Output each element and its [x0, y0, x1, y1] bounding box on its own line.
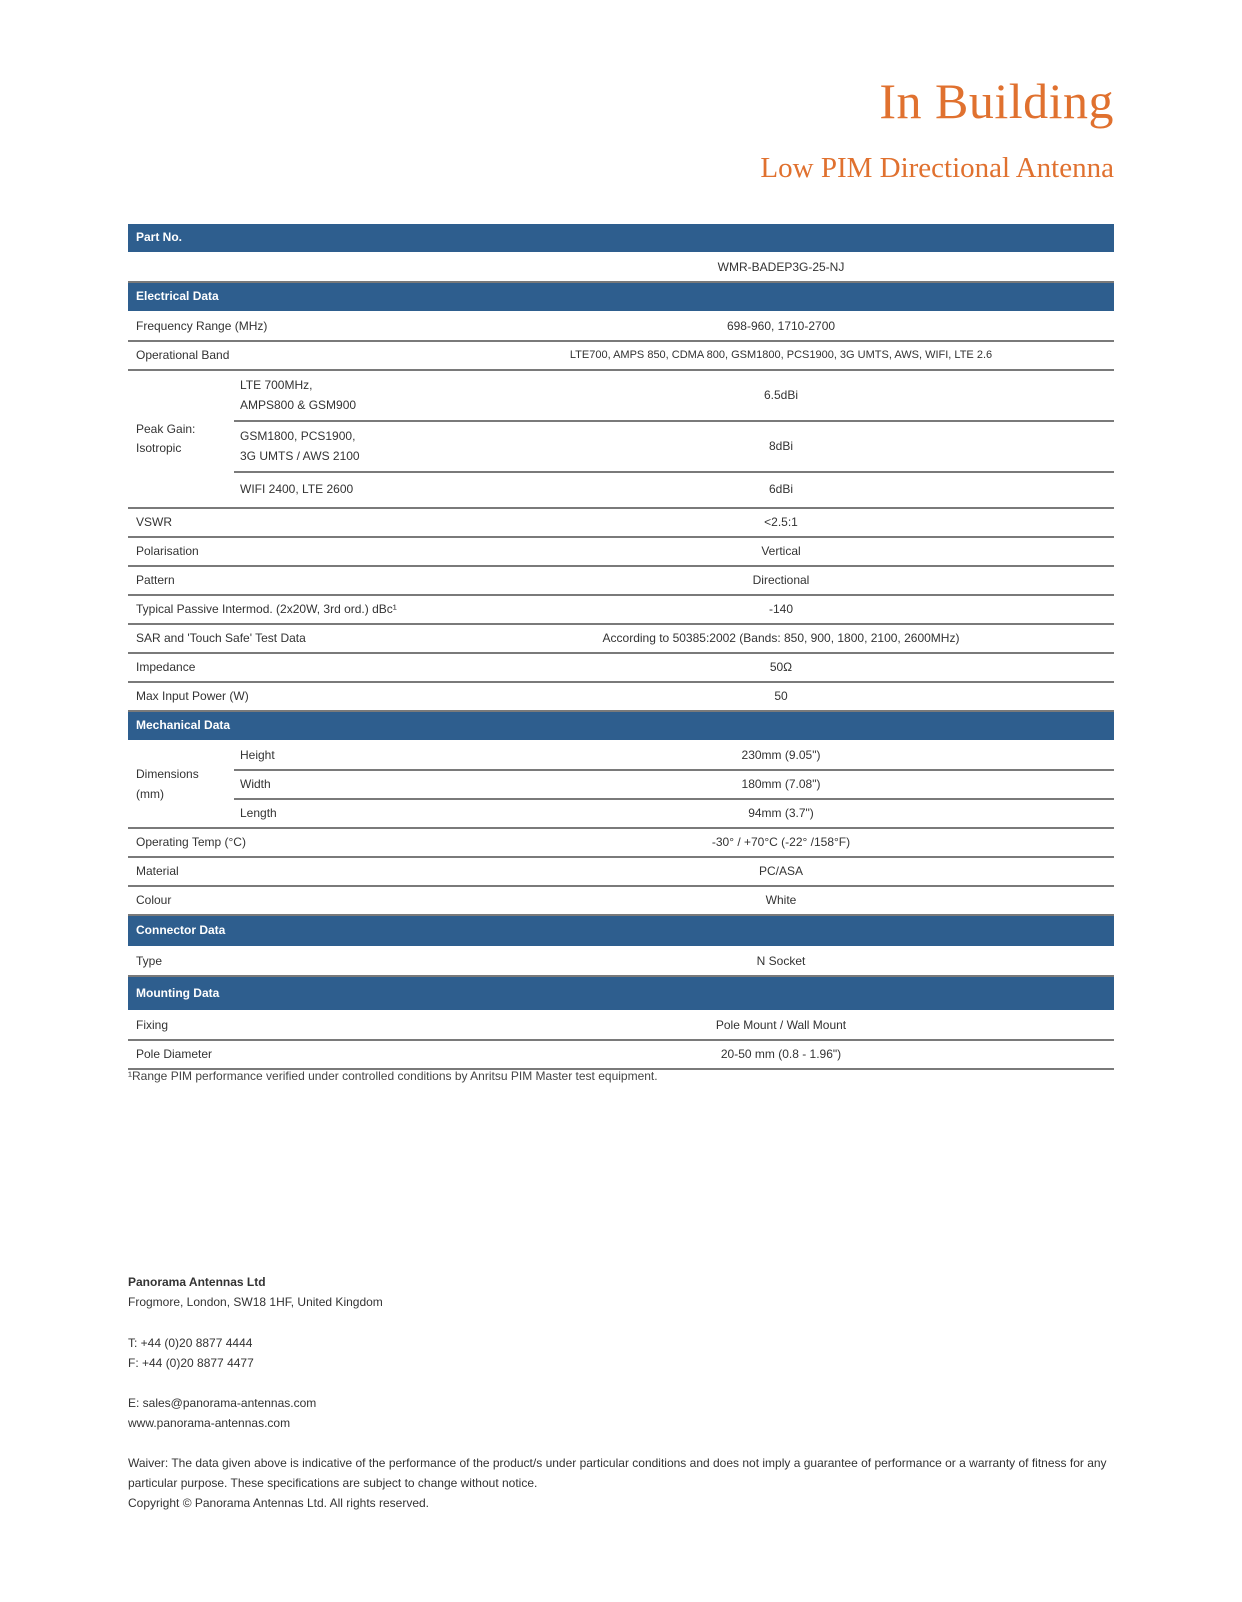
table-row: [128, 566, 1114, 595]
row-value: 698-960, 1710-2700: [448, 312, 1114, 341]
row-value: 94mm (3.7"): [448, 799, 1114, 828]
row-label: Frequency Range (MHz): [128, 312, 448, 341]
table-row: [128, 682, 1114, 711]
company-address: Frogmore, London, SW18 1HF, United Kingdom: [128, 1295, 383, 1309]
table-row: [128, 472, 1114, 508]
row-value: 50Ω: [448, 653, 1114, 682]
section-header-mechanical: [128, 711, 1114, 741]
row-value: Vertical: [448, 537, 1114, 566]
row-label: Colour: [128, 886, 448, 915]
section-header-mounting: [128, 976, 1114, 1011]
row-label: Fixing: [128, 1011, 448, 1040]
section-header-electrical: [128, 282, 1114, 312]
footnote: ¹Range PIM performance verified under controlled conditions by Anritsu PIM Master test equipment.: [128, 1069, 658, 1083]
table-row: [128, 770, 1114, 799]
row-value: Directional: [448, 566, 1114, 595]
table-row: [128, 508, 1114, 537]
table-row: [128, 857, 1114, 886]
spec-table: [128, 224, 1114, 1070]
dimension-label: Width: [234, 770, 448, 799]
table-row: [128, 828, 1114, 857]
phone: T: +44 (0)20 8877 4444: [128, 1336, 253, 1350]
copyright: Copyright © Panorama Antennas Ltd. All rights reserved.: [128, 1496, 430, 1510]
row-value: LTE700, AMPS 850, CDMA 800, GSM1800, PCS1900, 3G UMTS, AWS, WIFI, LTE 2.6: [448, 341, 1114, 370]
row-value: Pole Mount / Wall Mount: [448, 1011, 1114, 1040]
row-value: 50: [448, 682, 1114, 711]
row-value: 6dBi: [448, 472, 1114, 508]
table-row: [128, 421, 1114, 472]
section-title: Mechanical Data: [128, 711, 1114, 741]
row-value: 6.5dBi: [448, 370, 1114, 421]
table-row: [128, 253, 1114, 282]
section-title: Mounting Data: [128, 976, 1114, 1011]
page-subtitle: Low PIM Directional Antenna: [760, 152, 1114, 184]
table-row: [128, 799, 1114, 828]
table-row: [128, 1011, 1114, 1040]
row-label: Polarisation: [128, 537, 448, 566]
row-label: Pole Diameter: [128, 1040, 448, 1069]
page-title: In Building: [879, 73, 1114, 129]
row-value: White: [448, 886, 1114, 915]
row-label: Operating Temp (°C): [128, 828, 448, 857]
part-number: WMR-BADEP3G-25-NJ: [448, 253, 1114, 282]
row-value: 230mm (9.05"): [448, 741, 1114, 770]
gain-band-label: LTE 700MHz, AMPS800 & GSM900: [234, 370, 448, 421]
row-value: -30° / +70°C (-22° /158°F): [448, 828, 1114, 857]
fax: F: +44 (0)20 8877 4477: [128, 1356, 254, 1370]
gain-band-label: GSM1800, PCS1900, 3G UMTS / AWS 2100: [234, 421, 448, 472]
web-info: [128, 1393, 316, 1433]
waiver: [128, 1453, 1118, 1513]
row-value: -140: [448, 595, 1114, 624]
section-header-connector: [128, 915, 1114, 947]
row-value: N Socket: [448, 947, 1114, 976]
row-label: Pattern: [128, 566, 448, 595]
table-row: [128, 624, 1114, 653]
row-value: 20-50 mm (0.8 - 1.96"): [448, 1040, 1114, 1069]
contact-info: [128, 1333, 254, 1373]
section-title: Part No.: [128, 224, 1114, 253]
row-label: Impedance: [128, 653, 448, 682]
table-row: [128, 653, 1114, 682]
waiver-text: Waiver: The data given above is indicative of the performance of the product/s under particular conditions and does not imply a guarantee of performance or a warranty of fitness for any particular purpose. These specifications are subject to change without notice.: [128, 1456, 1107, 1490]
row-label: VSWR: [128, 508, 448, 537]
row-label: Operational Band: [128, 341, 448, 370]
section-title: Electrical Data: [128, 282, 1114, 312]
row-label: Max Input Power (W): [128, 682, 448, 711]
table-row: [128, 312, 1114, 341]
row-label: Material: [128, 857, 448, 886]
dimension-label: Length: [234, 799, 448, 828]
company-name: Panorama Antennas Ltd: [128, 1275, 266, 1289]
table-row: [128, 741, 1114, 770]
dimension-label: Height: [234, 741, 448, 770]
row-label: Typical Passive Intermod. (2x20W, 3rd ord.) dBc¹: [128, 595, 448, 624]
row-label: Type: [128, 947, 448, 976]
row-value: PC/ASA: [448, 857, 1114, 886]
table-row: [128, 370, 1114, 421]
dimensions-label: Dimensions (mm): [128, 741, 234, 828]
table-row: [128, 595, 1114, 624]
table-row: [128, 1040, 1114, 1069]
website-link[interactable]: www.panorama-antennas.com: [128, 1416, 291, 1430]
row-value: 180mm (7.08"): [448, 770, 1114, 799]
email-link[interactable]: E: sales@panorama-antennas.com: [128, 1396, 317, 1410]
gain-band-label: WIFI 2400, LTE 2600: [234, 472, 448, 508]
section-title: Connector Data: [128, 915, 1114, 947]
table-row: [128, 947, 1114, 976]
row-value: According to 50385:2002 (Bands: 850, 900, 1800, 2100, 2600MHz): [448, 624, 1114, 653]
row-label: SAR and 'Touch Safe' Test Data: [128, 624, 448, 653]
table-row: [128, 341, 1114, 370]
row-value: <2.5:1: [448, 508, 1114, 537]
row-value: 8dBi: [448, 421, 1114, 472]
table-row: [128, 537, 1114, 566]
section-header-part-no: [128, 224, 1114, 253]
table-row: [128, 886, 1114, 915]
company-info: [128, 1272, 383, 1312]
peak-gain-label: Peak Gain: Isotropic: [128, 370, 234, 508]
